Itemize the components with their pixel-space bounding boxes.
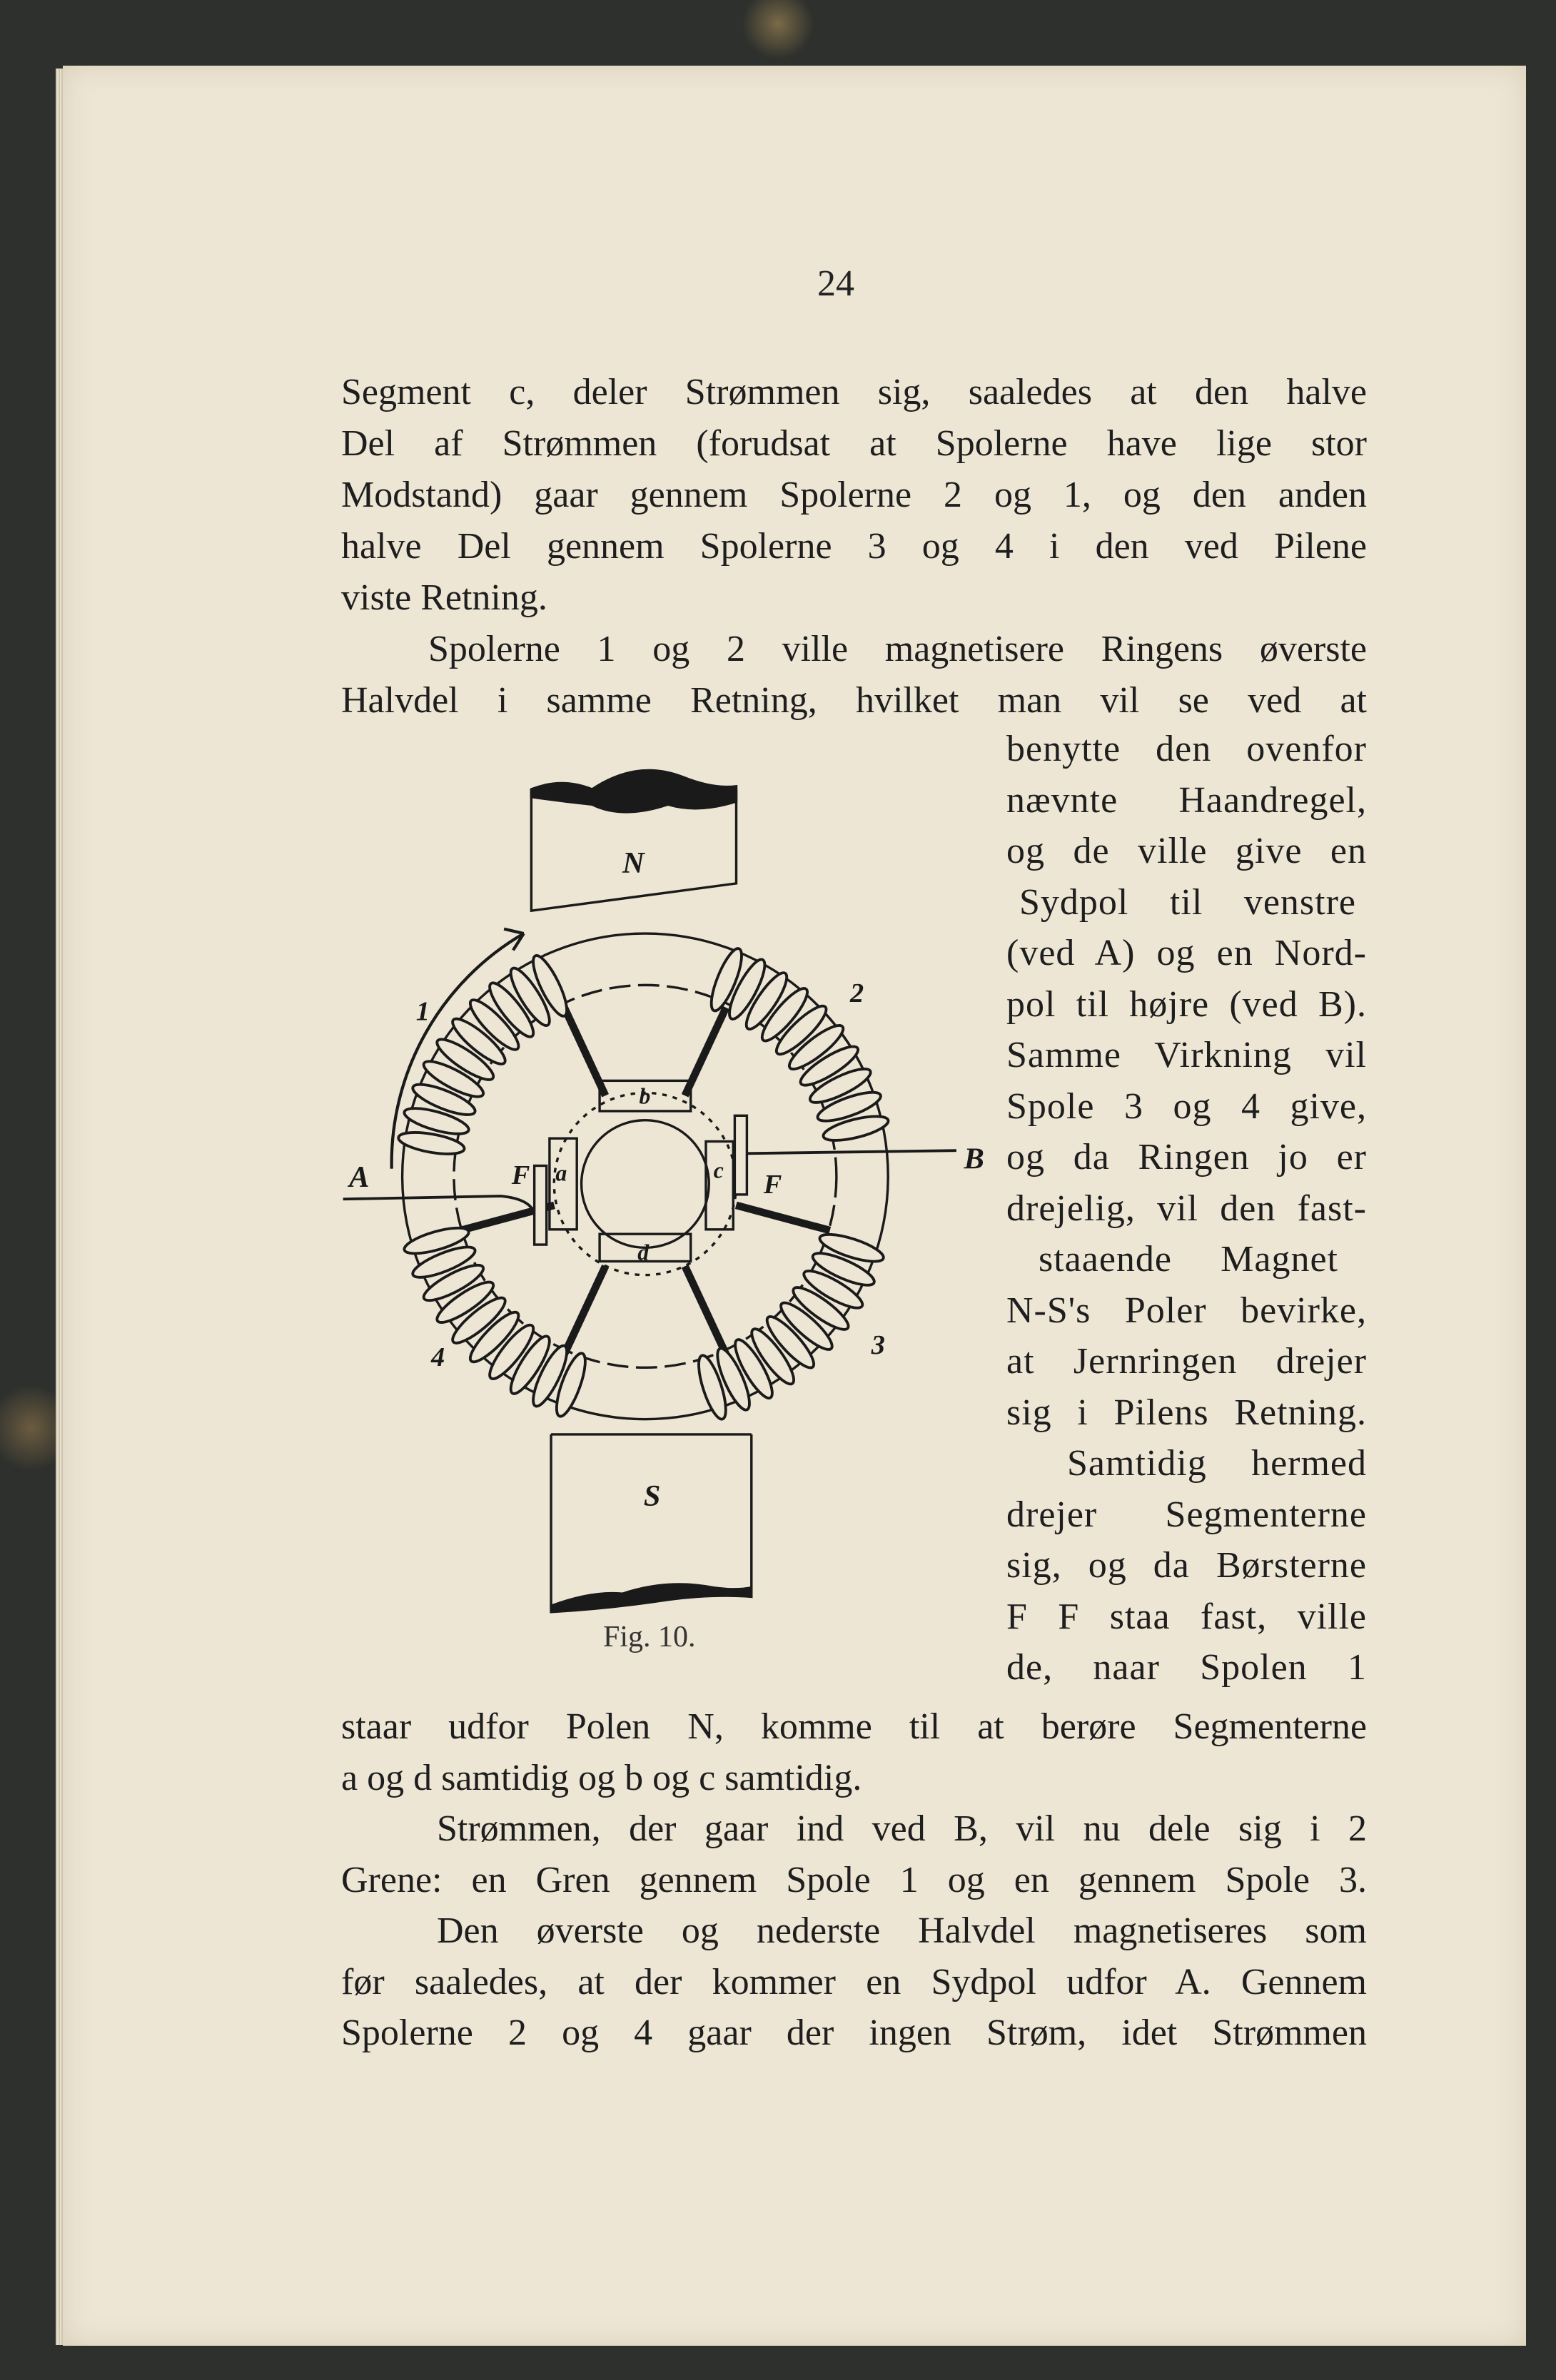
text-line: og da Ringen jo er (1006, 1137, 1367, 1178)
text-line: Spolerne 1 og 2 ville magnetisere Ringens øverste (428, 629, 1367, 669)
text-line: Den øverste og nederste Halvdel magnetiseres som (437, 1910, 1367, 1951)
text-line: (ved A) og en Nord- (1006, 933, 1367, 973)
brush-right (734, 1115, 747, 1195)
text-line: F F staa fast, ville (1006, 1596, 1367, 1637)
text-line: Spolerne 2 og 4 gaar der ingen Strøm, idet Strømmen (341, 2012, 1367, 2053)
text-line: og de ville give en (1006, 831, 1367, 871)
spoke (565, 1266, 606, 1354)
label-coil-3: 3 (871, 1330, 885, 1361)
label-seg-d: d (637, 1240, 650, 1265)
text-line: staar udfor Polen N, komme til at berøre Segmenterne (341, 1706, 1367, 1747)
text-line: Spole 3 og 4 give, (1006, 1085, 1367, 1127)
label-brush-left: F (511, 1160, 530, 1190)
text-line: drejelig, vil den fast- (1006, 1188, 1367, 1229)
text-line: Samtidig hermed (1067, 1443, 1367, 1484)
text-line: pol til højre (ved B). (1006, 983, 1367, 1025)
label-seg-c: c (713, 1158, 724, 1183)
label-coil-2: 2 (850, 978, 864, 1008)
south-magnet (551, 1434, 752, 1606)
text-line: halve Del gennem Spolerne 3 og 4 i den ved Pilene (341, 526, 1367, 567)
label-coil-4: 4 (431, 1342, 445, 1373)
label-coil-1: 1 (415, 996, 430, 1027)
text-line: drejer Segmenterne (1006, 1494, 1367, 1535)
label-b: B (964, 1142, 984, 1176)
label-n: N (622, 846, 645, 880)
label-seg-b: b (639, 1083, 651, 1109)
text-line: nævnte Haandregel, (1006, 779, 1367, 821)
text-line: benytte den ovenfor (1006, 729, 1367, 769)
text-line: før saaledes, at der kommer en Sydpol udfor A. Gennem (341, 1961, 1367, 2002)
page-number: 24 (817, 263, 854, 304)
label-brush-right: F (763, 1169, 782, 1200)
label-seg-a: a (555, 1160, 567, 1186)
text-line: Del af Strømmen (forudsat at Spolerne have lige stor (341, 423, 1367, 464)
wire-a (343, 1196, 535, 1215)
text-line: Strømmen, der gaar ind ved B, vil nu dele sig i 2 (437, 1808, 1367, 1849)
text-line: Grene: en Gren gennem Spole 1 og en gennem Spole 3. (341, 1859, 1367, 1900)
coils (397, 946, 890, 1422)
north-magnet-break (531, 770, 736, 811)
text-line: Segment c, deler Strømmen sig, saaledes at den halve (341, 372, 1367, 412)
label-s: S (643, 1479, 661, 1513)
text-line: N-S's Poler bevirke, (1006, 1290, 1367, 1331)
text-line: Modstand) gaar gennem Spolerne 2 og 1, og den anden (341, 475, 1367, 515)
text-line: staaende Magnet (1039, 1239, 1338, 1280)
text-line: at Jernringen drejer (1006, 1341, 1367, 1382)
text-line: Samme Virkning vil (1006, 1035, 1367, 1075)
text-line: sig, og da Børsterne (1006, 1545, 1367, 1586)
text-line: sig i Pilens Retning. (1006, 1392, 1367, 1433)
text-line: de, naar Spolen 1 (1006, 1647, 1367, 1688)
figure-caption: Fig. 10. (603, 1621, 696, 1654)
south-magnet-break (551, 1584, 752, 1612)
brush-left (535, 1165, 547, 1245)
spoke (685, 1266, 727, 1354)
hub (582, 1120, 709, 1248)
wire-b (741, 1150, 956, 1153)
text-line: Halvdel i samme Retning, hvilket man vil se ved at (341, 680, 1367, 721)
text-line: Sydpol til venstre (1019, 881, 1356, 923)
spoke (736, 1205, 829, 1230)
text-line: viste Retning. (341, 577, 547, 618)
text-line: a og d samtidig og b og c samtidig. (341, 1757, 862, 1798)
label-a: A (349, 1160, 370, 1195)
